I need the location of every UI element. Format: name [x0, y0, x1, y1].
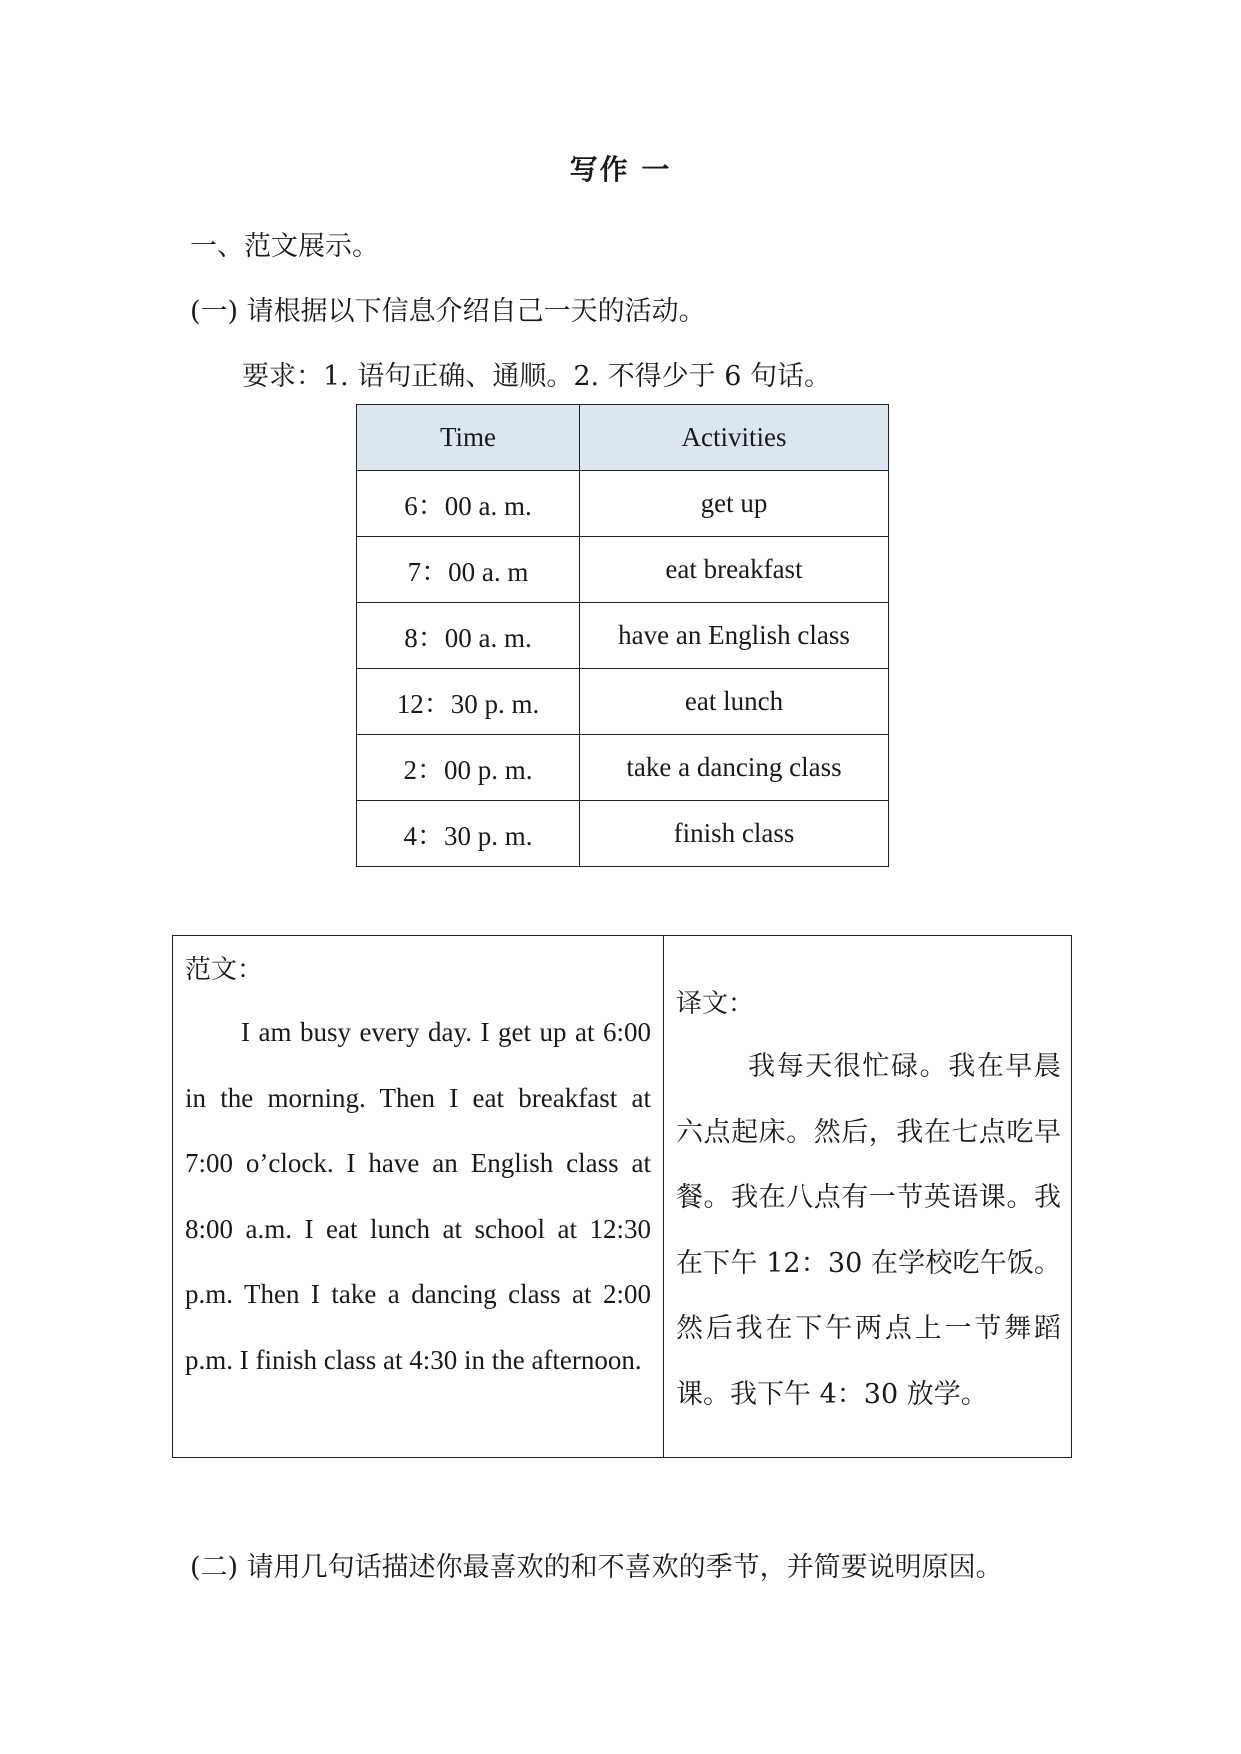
schedule-table	[356, 404, 889, 867]
activity-cell: eat lunch	[580, 669, 889, 735]
translation-label: 译文：	[676, 989, 755, 1019]
time-cell: 4：30 p. m.	[357, 801, 580, 867]
activity-cell: finish class	[580, 801, 889, 867]
table-row	[357, 669, 889, 735]
page-title: 写作 一	[569, 153, 672, 186]
table-row	[357, 801, 889, 867]
time-cell: 6：00 a. m.	[357, 471, 580, 537]
task-one-instruction: (一) 请根据以下信息介绍自己一天的活动。	[190, 296, 706, 327]
activity-cell: get up	[580, 471, 889, 537]
table-row	[357, 537, 889, 603]
table-row	[357, 471, 889, 537]
activity-cell: have an English class	[580, 603, 889, 669]
section-heading: 一、范文展示。	[190, 231, 379, 262]
header-time: Time	[357, 405, 580, 471]
sample-essay-panel	[173, 936, 664, 1457]
translation-panel	[664, 936, 1071, 1457]
time-cell: 7：00 a. m	[357, 537, 580, 603]
activity-cell: take a dancing class	[580, 735, 889, 801]
table-row	[357, 603, 889, 669]
time-cell: 2：00 p. m.	[357, 735, 580, 801]
requirement-text: 要求：1. 语句正确、通顺。2. 不得少于 6 句话。	[242, 361, 832, 392]
essay-box	[172, 935, 1072, 1458]
table-header-row	[357, 405, 889, 471]
translation-text: 我每天很忙碌。我在早晨六点起床。然后，我在七点吃早餐。我在八点有一节英语课。我在下午 12：30 在学校吃午饭。然后我在下午两点上一节舞蹈课。我下午 4：30 放学。	[676, 1051, 1061, 1410]
sample-essay-text: I am busy every day. I get up at 6:00 in the morning. Then I eat breakfast at 7:00 o’clock. I have an English class at 8:00 a.m. I eat lunch at school at 12:30 p.m. Then I take a dancing class at 2:00 p.m. I finish class at 4:30 in the afternoon.	[185, 1017, 651, 1375]
time-cell: 12：30 p. m.	[357, 669, 580, 735]
activity-cell: eat breakfast	[580, 537, 889, 603]
sample-label: 范文：	[185, 955, 264, 985]
header-activities: Activities	[580, 405, 889, 471]
time-cell: 8：00 a. m.	[357, 603, 580, 669]
table-row	[357, 735, 889, 801]
task-two-instruction: (二) 请用几句话描述你最喜欢的和不喜欢的季节，并简要说明原因。	[190, 1552, 1003, 1583]
